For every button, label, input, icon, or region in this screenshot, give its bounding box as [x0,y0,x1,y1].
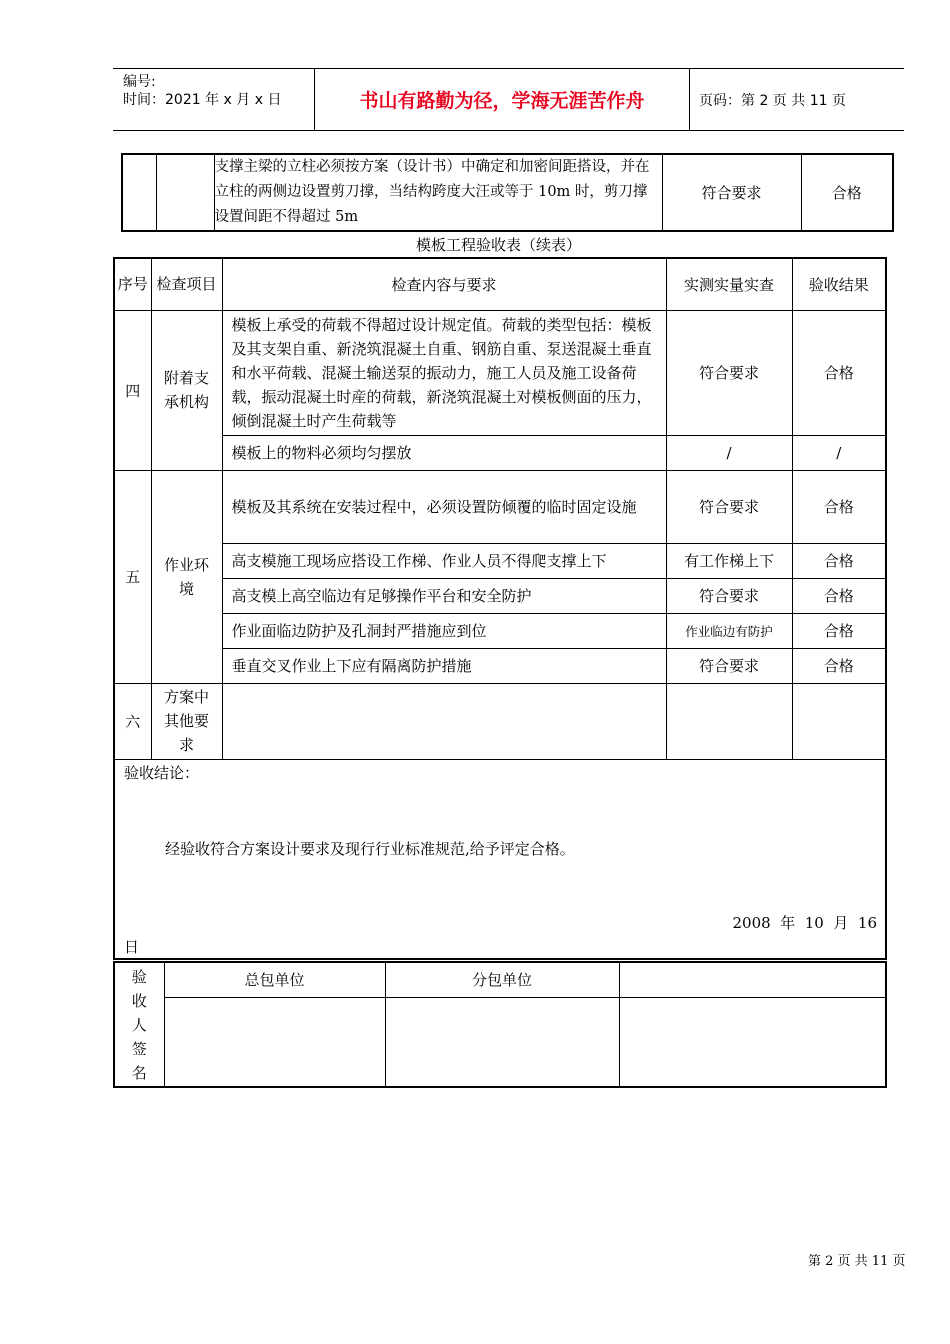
signature-label: 验收人签名 [114,962,164,1087]
measured-cell: 有工作梯上下 [666,543,792,578]
measured-cell: 符合要求 [662,154,801,231]
header-meta [113,69,315,130]
motto: 书山有路勤为径，学海无涯苦作舟 [359,90,645,112]
table-row [114,470,886,543]
section-no: 四 [114,310,151,470]
table-row [114,648,886,683]
col-item: 检查项目 [151,258,222,310]
content-cell: 支撑主梁的立柱必须按方案（设计书）中确定和加密间距搭设，并在立柱的两侧边设置剪刀撑，当结构跨度大汪或等于 10m 时，剪刀撑设置间距不得超过 5m [214,154,662,231]
result-cell: 合格 [792,613,886,648]
section-item: 方案中其他要求 [151,683,222,759]
measured-cell: 符合要求 [666,648,792,683]
table-row [114,310,886,435]
conclusion-date: 2008 年 10 月 16 [732,913,877,932]
header-motto-cell [315,69,690,130]
conclusion-text: 经验收符合方案设计要求及现行行业标准规范,给予评定合格。 [165,839,575,858]
measured-cell: 符合要求 [666,310,792,435]
measured-cell: 符合要求 [666,578,792,613]
conclusion-row [114,759,886,959]
col-result: 验收结果 [792,258,886,310]
section-no: 六 [114,683,151,759]
result-cell: / [792,435,886,470]
result-cell: 合格 [792,543,886,578]
header-row [114,258,886,310]
content-cell [222,683,666,759]
result-cell: 合格 [792,310,886,435]
empty-cell [156,154,214,231]
signature-row [114,997,886,1087]
col-no: 序号 [114,258,151,310]
result-cell: 合格 [792,578,886,613]
carryover-table [121,153,894,232]
empty-cell [619,962,886,997]
conclusion-label: 验收结论： [124,763,200,782]
page-footer: 第 2 页 共 11 页 [808,1254,906,1269]
signature-header-row [114,962,886,997]
content-cell: 模板及其系统在安装过程中，必须设置防倾覆的临时固定设施 [222,470,666,543]
section-no: 五 [114,470,151,683]
empty-cell [122,154,156,231]
table-row [114,613,886,648]
content-cell: 作业面临边防护及孔洞封严措施应到位 [222,613,666,648]
general-signature-cell [164,997,385,1087]
section-item: 附着支承机构 [151,310,222,470]
result-cell [792,683,886,759]
result-cell: 合格 [801,154,893,231]
table-title: 模板工程验收表（续表） [415,236,581,254]
page-label: 页码：第 2 页 共 11 页 [699,92,846,109]
measured-cell: / [666,435,792,470]
content-cell: 高支模施工现场应搭设工作梯、作业人员不得爬支撑上下 [222,543,666,578]
table-row [122,154,893,231]
result-cell: 合格 [792,470,886,543]
sub-contractor-label: 分包单位 [385,962,619,997]
inspection-table [113,257,887,960]
page-header [113,68,904,131]
empty-cell [619,997,886,1087]
code-label: 编号: [123,74,156,90]
measured-cell [666,683,792,759]
conclusion-date-end: 日 [124,937,140,956]
section-item: 作业环境 [151,470,222,683]
signature-table [113,961,887,1088]
result-cell: 合格 [792,648,886,683]
col-measured: 实测实量实查 [666,258,792,310]
content-cell: 模板上承受的荷载不得超过设计规定值。荷载的类型包括：模板及其支架自重、新浇筑混凝土自重、钢筋自重、泵送混凝土垂直和水平荷载、混凝土输送泵的振动力，施工人员及施工设备荷载，振动混凝土时産的荷载，新浇筑混凝土对模板侧面的压力，倾倒混凝土时产生荷载等 [222,310,666,435]
sub-signature-cell [385,997,619,1087]
time-label: 时间：2021 年 x 月 x 日 [123,92,282,108]
general-contractor-label: 总包单位 [164,962,385,997]
col-content: 检查内容与要求 [222,258,666,310]
table-row [114,578,886,613]
measured-cell: 符合要求 [666,470,792,543]
table-row [114,435,886,470]
content-cell: 模板上的物料必须均匀摆放 [222,435,666,470]
table-row [114,683,886,759]
content-cell: 垂直交叉作业上下应有隔离防护措施 [222,648,666,683]
content-cell: 高支模上高空临边有足够操作平台和安全防护 [222,578,666,613]
table-row [114,543,886,578]
conclusion-cell [114,759,886,959]
measured-cell: 作业临边有防护 [666,613,792,648]
